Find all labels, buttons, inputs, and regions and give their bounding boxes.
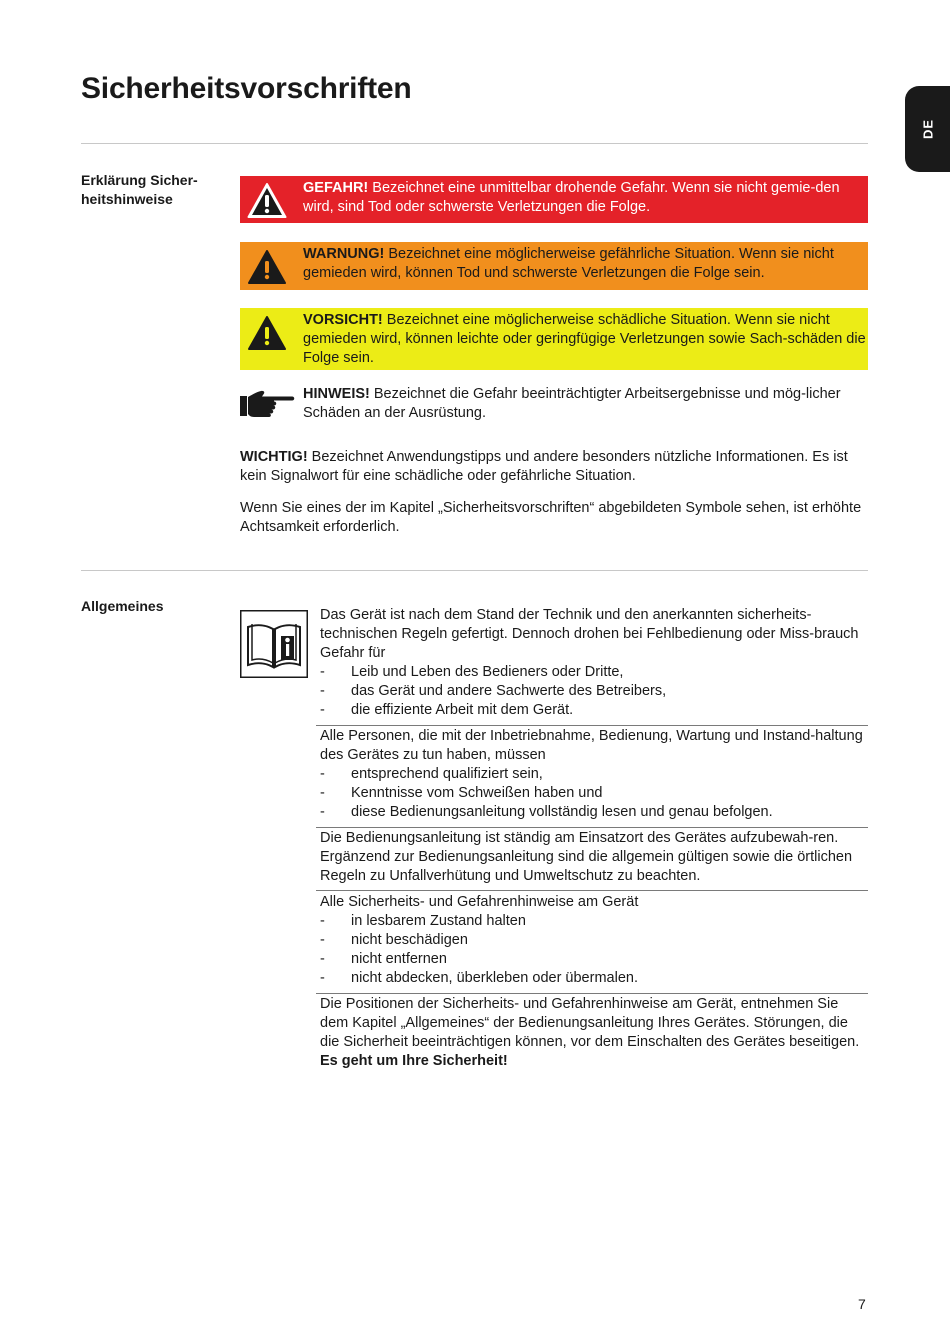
list-dash: - bbox=[320, 913, 325, 929]
important-text: Bezeichnet Anwendungstipps und andere besonders nützliche Informationen. Es ist kein Signalwort für eine schädliche oder gefährliche Situation. bbox=[240, 449, 848, 484]
list-item bbox=[320, 950, 868, 969]
list-item bbox=[320, 765, 868, 784]
warning-triangle-icon bbox=[247, 314, 287, 351]
caution-callout bbox=[240, 308, 868, 370]
symbols-note: Wenn Sie eines der im Kapitel „Sicherheitsvorschriften“ abgebildeten Symbole sehen, ist erhöhte Achtsamkeit erforderlich. bbox=[240, 500, 862, 535]
list-item-text: die effiziente Arbeit mit dem Gerät. bbox=[351, 702, 574, 718]
list-dash: - bbox=[320, 702, 325, 718]
paragraph-intro: Das Gerät ist nach dem Stand der Technik und den anerkannten sicherheits-technischen Regeln gefertigt. Dennoch drohen bei Fehlbedienung oder Miss-brauch Gefahr für bbox=[320, 607, 859, 661]
list-dash: - bbox=[320, 804, 325, 820]
label-line: heitshinweise bbox=[81, 191, 173, 207]
warning-callout bbox=[240, 242, 868, 290]
list-item-text: Leib und Leben des Bedieners oder Dritte, bbox=[351, 664, 624, 680]
list-item-text: diese Bedienungsanleitung vollständig lesen und genau befolgen. bbox=[351, 804, 773, 820]
notice-text: Bezeichnet die Gefahr beeinträchtigter Arbeitsergebnisse und mög-licher Schäden an der Ausrüstung. bbox=[303, 386, 841, 421]
list-item bbox=[320, 682, 868, 701]
notice-callout bbox=[240, 382, 868, 426]
list-item bbox=[320, 931, 868, 950]
paragraph-text: Die Positionen der Sicherheits- und Gefahrenhinweise am Gerät, entnehmen Sie dem Kapitel „Allgemeines“ der Bedienungsanleitung Ihres Gerätes. Störungen, die die Sicherheit beeinträchtigen können, vor dem Einschalten des Gerätes beseitigen. bbox=[320, 996, 860, 1050]
list-dash: - bbox=[320, 785, 325, 801]
general-paragraph-2 bbox=[316, 727, 868, 822]
list-item bbox=[320, 803, 868, 822]
language-tab bbox=[905, 86, 950, 172]
warning-triangle-icon bbox=[247, 248, 287, 285]
read-manual-icon bbox=[240, 610, 308, 678]
warning-text: Bezeichnet eine möglicherweise gefährliche Situation. Wenn sie nicht gemieden wird, können Tod und schwerste Verletzungen die Folge sein. bbox=[303, 246, 834, 281]
list-dash: - bbox=[320, 970, 325, 986]
list-item-text: Kenntnisse vom Schweißen haben und bbox=[351, 785, 603, 801]
general-paragraph-3: Die Bedienungsanleitung ist ständig am Einsatzort des Gerätes aufzubewah-ren. Ergänzend zur Bedienungsanleitung sind die allgemein gültigen sowie die örtlichen Regeln zu Unfallverhütung und Umweltschutz zu beachten. bbox=[320, 830, 853, 884]
list-dash: - bbox=[320, 932, 325, 948]
paragraph-separator bbox=[316, 993, 868, 994]
warning-keyword: WARNUNG! bbox=[303, 246, 385, 262]
list-item-text: nicht abdecken, überkleben oder übermalen. bbox=[351, 970, 638, 986]
paragraph-intro: Alle Sicherheits- und Gefahrenhinweise am Gerät bbox=[320, 894, 639, 910]
general-paragraph-1 bbox=[316, 606, 868, 720]
important-keyword: WICHTIG! bbox=[240, 449, 308, 465]
page-number: 7 bbox=[858, 1296, 866, 1312]
language-tab-label: DE bbox=[920, 118, 935, 140]
list-item bbox=[320, 969, 868, 988]
pointing-hand-icon bbox=[240, 388, 296, 420]
section-label-general: Allgemeines bbox=[81, 598, 164, 614]
divider bbox=[81, 570, 868, 571]
list-item-text: nicht beschädigen bbox=[351, 932, 468, 948]
list-item bbox=[320, 784, 868, 803]
list-dash: - bbox=[320, 683, 325, 699]
section-label-safety-explanation bbox=[81, 171, 226, 209]
warning-triangle-icon bbox=[247, 182, 287, 219]
danger-keyword: GEFAHR! bbox=[303, 180, 369, 196]
caution-keyword: VORSICHT! bbox=[303, 312, 383, 328]
paragraph-separator bbox=[316, 827, 868, 828]
list-dash: - bbox=[320, 951, 325, 967]
paragraph-separator bbox=[316, 725, 868, 726]
divider bbox=[81, 143, 868, 144]
notice-keyword: HINWEIS! bbox=[303, 386, 370, 402]
list-item-text: nicht entfernen bbox=[351, 951, 447, 967]
list-dash: - bbox=[320, 664, 325, 680]
paragraph-intro: Alle Personen, die mit der Inbetriebnahme, Bedienung, Wartung und Instand-haltung des Gerätes zu tun haben, müssen bbox=[320, 728, 863, 763]
paragraph-separator bbox=[316, 890, 868, 891]
closing-emphasis: Es geht um Ihre Sicherheit! bbox=[320, 1053, 508, 1069]
list-item bbox=[320, 912, 868, 931]
list-item-text: in lesbarem Zustand halten bbox=[351, 913, 526, 929]
list-item-text: das Gerät und andere Sachwerte des Betreibers, bbox=[351, 683, 667, 699]
caution-text: Bezeichnet eine möglicherweise schädliche Situation. Wenn sie nicht gemieden wird, können leichte oder geringfügige Verletzungen sowie Sach-schäden die Folge sein. bbox=[303, 312, 866, 366]
list-item bbox=[320, 663, 868, 682]
important-paragraph bbox=[240, 448, 868, 486]
label-line: Erklärung Sicher- bbox=[81, 172, 198, 188]
danger-text: Bezeichnet eine unmittelbar drohende Gefahr. Wenn sie nicht gemie-den wird, sind Tod oder schwerste Verletzungen die Folge. bbox=[303, 180, 840, 215]
page-title: Sicherheitsvorschriften bbox=[81, 72, 412, 105]
list-item bbox=[320, 701, 868, 720]
list-item-text: entsprechend qualifiziert sein, bbox=[351, 766, 543, 782]
list-dash: - bbox=[320, 766, 325, 782]
general-paragraph-5 bbox=[316, 995, 868, 1071]
danger-callout bbox=[240, 176, 868, 223]
general-paragraph-4 bbox=[316, 893, 868, 988]
